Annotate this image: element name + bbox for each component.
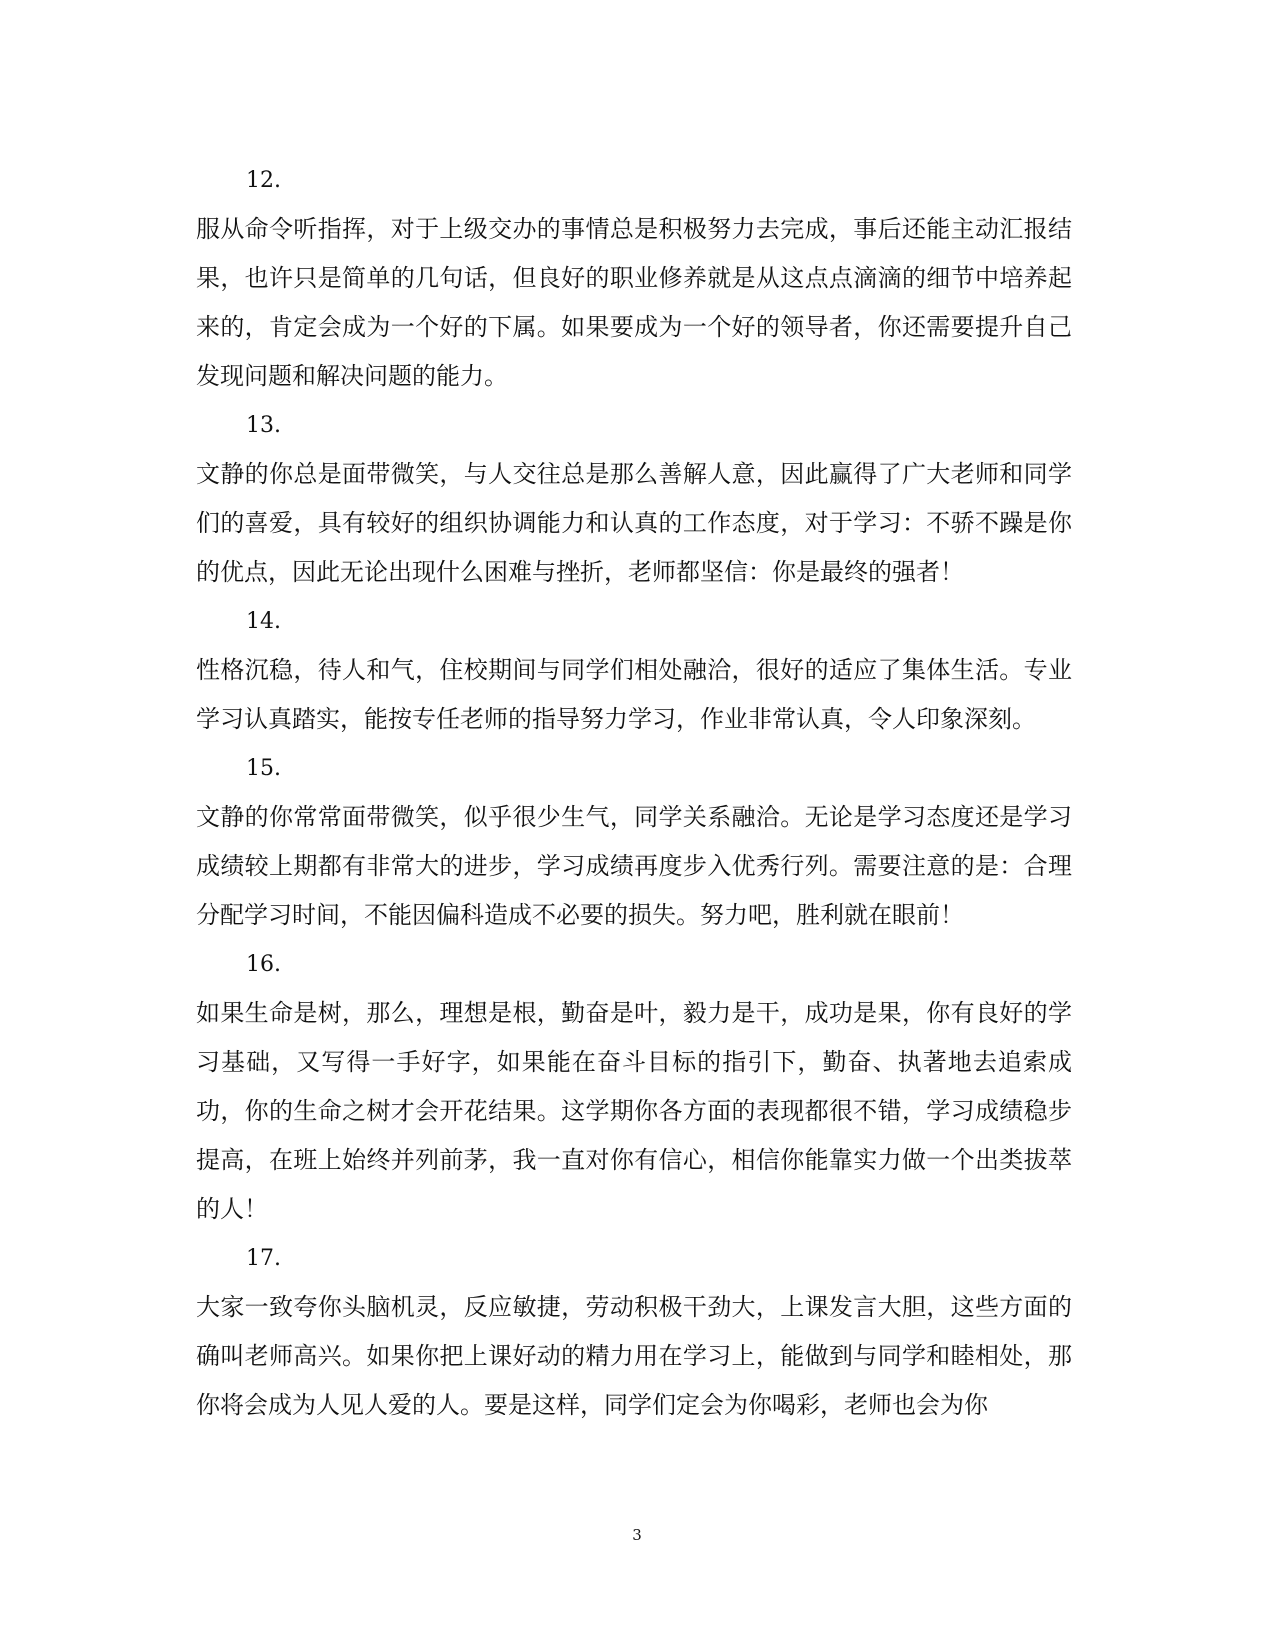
entry-number: 13. <box>246 413 281 438</box>
entry-text: 文静的你总是面带微笑，与人交往总是那么善解人意，因此赢得了广大老师和同学们的喜爱，具有较好的组织协调能力和认真的工作态度，对于学习：不骄不躁是你的优点，因此无论出现什么困难与挫折，老师都坚信：你是最终的强者！ <box>196 460 1072 586</box>
document-body <box>196 156 1072 1430</box>
page-number: 3 <box>632 1526 642 1544</box>
entry-text: 如果生命是树，那么，理想是根，勤奋是叶，毅力是干，成功是果，你有良好的学习基础，又写得一手好字，如果能在奋斗目标的指引下，勤奋、执著地去追索成功，你的生命之树才会开花结果。这学期你各方面的表现都很不错，学习成绩稳步提高，在班上始终并列前茅，我一直对你有信心，相信你能靠实力做一个出类拔萃的人！ <box>196 999 1072 1223</box>
entry-number: 16. <box>246 952 281 977</box>
entry-number: 17. <box>246 1246 281 1271</box>
entry-number: 12. <box>246 168 281 193</box>
entry-number: 14. <box>246 609 281 634</box>
entry-text: 大家一致夸你头脑机灵，反应敏捷，劳动积极干劲大，上课发言大胆，这些方面的确叫老师高兴。如果你把上课好动的精力用在学习上，能做到与同学和睦相处，那你将会成为人见人爱的人。要是这样，同学们定会为你喝彩，老师也会为你 <box>196 1293 1072 1419</box>
entry-text: 服从命令听指挥，对于上级交办的事情总是积极努力去完成，事后还能主动汇报结果，也许只是简单的几句话，但良好的职业修养就是从这点点滴滴的细节中培养起来的，肯定会成为一个好的下属。如果要成为一个好的领导者，你还需要提升自己发现问题和解决问题的能力。 <box>196 215 1072 390</box>
entry-number: 15. <box>246 756 281 781</box>
entry-text: 性格沉稳，待人和气，住校期间与同学们相处融洽，很好的适应了集体生活。专业学习认真踏实，能按专任老师的指导努力学习，作业非常认真，令人印象深刻。 <box>196 656 1072 733</box>
entry-text: 文静的你常常面带微笑，似乎很少生气，同学关系融洽。无论是学习态度还是学习成绩较上期都有非常大的进步，学习成绩再度步入优秀行列。需要注意的是：合理分配学习时间，不能因偏科造成不必要的损失。努力吧，胜利就在眼前！ <box>196 803 1072 929</box>
